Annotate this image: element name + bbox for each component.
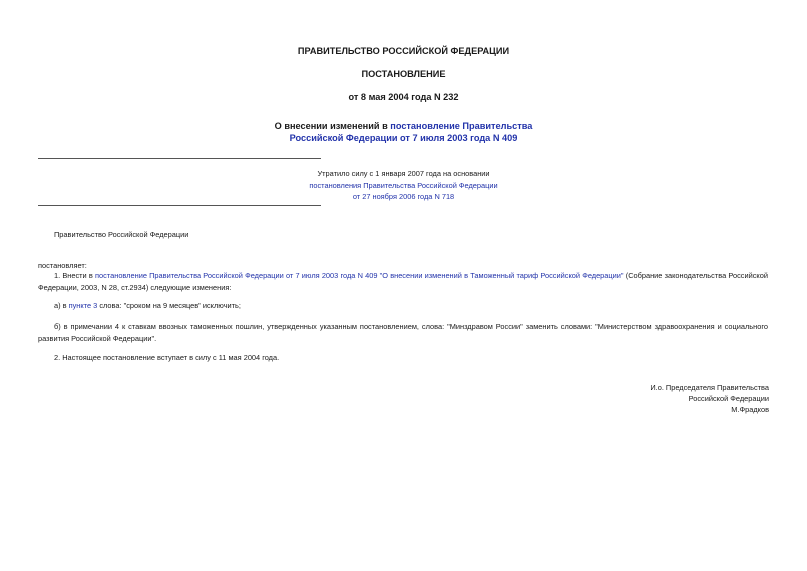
item-1-decree-link[interactable]: постановление Правительства Российской Федерации от 7 июля 2003 года N 409 "О внесении изменений в Таможенный тариф Российской Федерации" (95, 271, 624, 280)
title-prefix: О внесении изменений в (274, 121, 391, 131)
item-a-suffix: слова: "сроком на 9 месяцев" исключить; (97, 301, 241, 310)
title-line-2 (0, 133, 807, 145)
government-heading: ПРАВИТЕЛЬСТВО РОССИЙСКОЙ ФЕДЕРАЦИИ (297, 46, 510, 56)
item-1-suffix: (Собрание законодательства Российской Федерации, 2003, N 28, ст.2934) следующие изменения: (38, 271, 768, 292)
item-a-prefix: а) в (54, 301, 69, 310)
item-2-paragraph: 2. Настоящее постановление вступает в силу с 11 мая 2004 года. (54, 353, 280, 362)
repeal-decree-link-part1[interactable]: постановления Правительства Российской Федерации (309, 180, 498, 190)
status-note-line-1: Утратило силу с 1 января 2007 года на основании (317, 169, 490, 178)
bottom-divider (38, 205, 321, 206)
issuer-paragraph: Правительство Российской Федерации (54, 230, 189, 239)
top-divider (38, 158, 321, 159)
date-number-heading: от 8 мая 2004 года N 232 (348, 92, 459, 102)
item-b-paragraph: б) в примечании 4 к ставкам ввозных таможенных пошлин, утвержденных указанным постановлением, слова: "Минздравом России" заменить словами: "Министерством здравоохранения и социального развития Российской Федерации". (38, 322, 768, 343)
decrees-paragraph: постановляет: (38, 261, 87, 270)
item-1-paragraph (38, 270, 768, 293)
item-a-paragraph (38, 300, 768, 312)
title-line-1 (0, 121, 807, 133)
title-amended-decree-link-part2[interactable]: Российской Федерации от 7 июля 2003 года N 409 (289, 132, 518, 143)
signature-name: М.Фрадков (731, 405, 769, 414)
signature-position: И.о. Председателя Правительства (650, 383, 769, 392)
item-1-prefix: 1. Внести в (54, 271, 96, 280)
document-type-heading: ПОСТАНОВЛЕНИЕ (361, 69, 446, 79)
signature-organization: Российской Федерации (688, 394, 769, 403)
item-a-clause-link[interactable]: пункте 3 (68, 301, 98, 310)
signature-block (469, 382, 769, 415)
title-amended-decree-link-part1[interactable]: постановление Правительства (390, 121, 533, 131)
status-note (0, 168, 807, 203)
repeal-decree-link-part2[interactable]: от 27 ноября 2006 года N 718 (352, 192, 455, 201)
document-title (0, 121, 807, 144)
